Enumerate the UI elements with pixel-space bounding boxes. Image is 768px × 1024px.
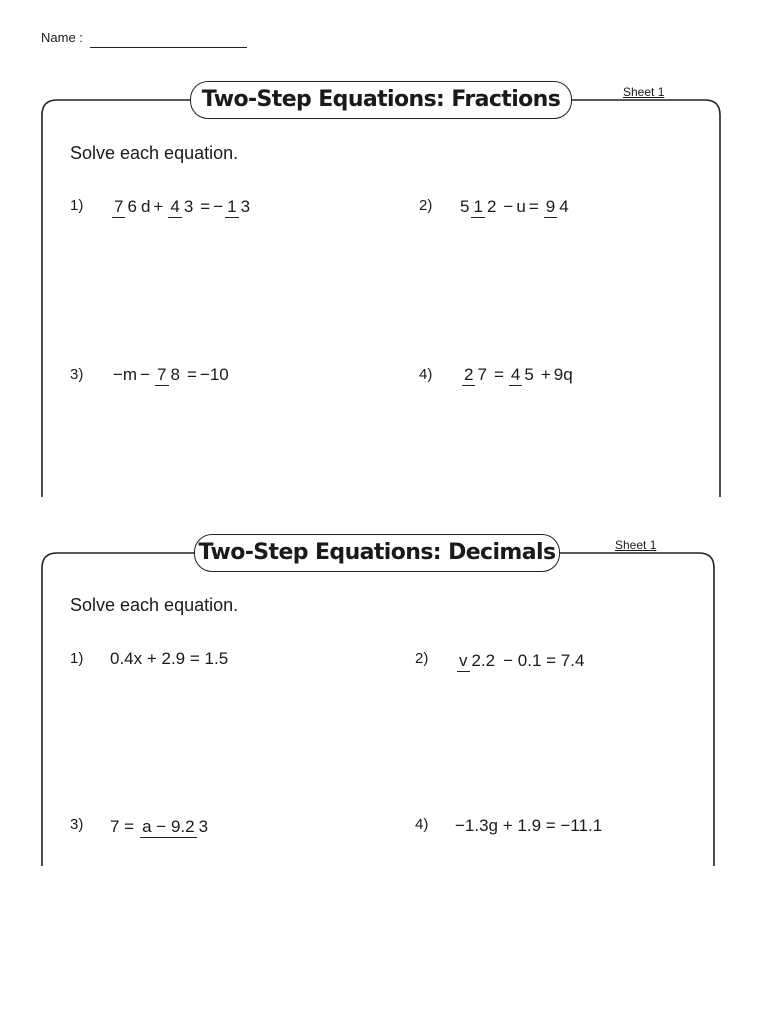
fraction: 2 7 (464, 365, 487, 385)
name-label: Name : (41, 30, 83, 45)
equation-2: 5 1 2 − u = 9 4 (460, 197, 569, 217)
equation-4: 2 7 = 4 5 + 9q (464, 365, 573, 385)
fraction: a − 9.2 3 (142, 817, 209, 837)
problem-number: 4) (419, 366, 433, 383)
fraction: 9 4 (545, 197, 569, 217)
fraction: 1 2 (473, 197, 497, 217)
equation-1: 0.4x + 2.9 = 1.5 (110, 649, 229, 668)
fraction: 1 3 (227, 197, 251, 217)
problem-number: 2) (419, 197, 433, 214)
decimals-instruction: Solve each equation. (70, 595, 239, 615)
equation-3: 7 = a − 9.2 3 (110, 817, 209, 837)
equation-1: 7 6 d + 4 3 = − 1 3 (114, 197, 251, 217)
fraction: 7 6 (114, 197, 137, 217)
problem-number: 3) (70, 816, 84, 833)
problem-number: 1) (70, 197, 84, 214)
fraction: 4 5 (510, 365, 534, 385)
problem-number: 1) (70, 650, 84, 667)
problem-number: 3) (70, 366, 84, 383)
equation-4: −1.3g + 1.9 = −11.1 (455, 816, 603, 835)
decimals-sheet-label: Sheet 1 (615, 538, 657, 552)
problem-number: 2) (415, 650, 429, 667)
decimals-title: Two-Step Equations: Decimals (194, 534, 560, 572)
fractions-sheet-label: Sheet 1 (623, 85, 665, 99)
equation-2: v 2.2 − 0.1 = 7.4 (459, 651, 585, 671)
problem-number: 4) (415, 816, 429, 833)
fractions-instruction: Solve each equation. (70, 143, 239, 163)
fraction: 4 3 (170, 197, 194, 217)
fraction: v 2.2 (459, 651, 496, 671)
fractions-title: Two-Step Equations: Fractions (190, 81, 572, 119)
equation-3: −m − 7 8 = −10 (113, 365, 229, 385)
fraction: 7 8 (157, 365, 180, 385)
